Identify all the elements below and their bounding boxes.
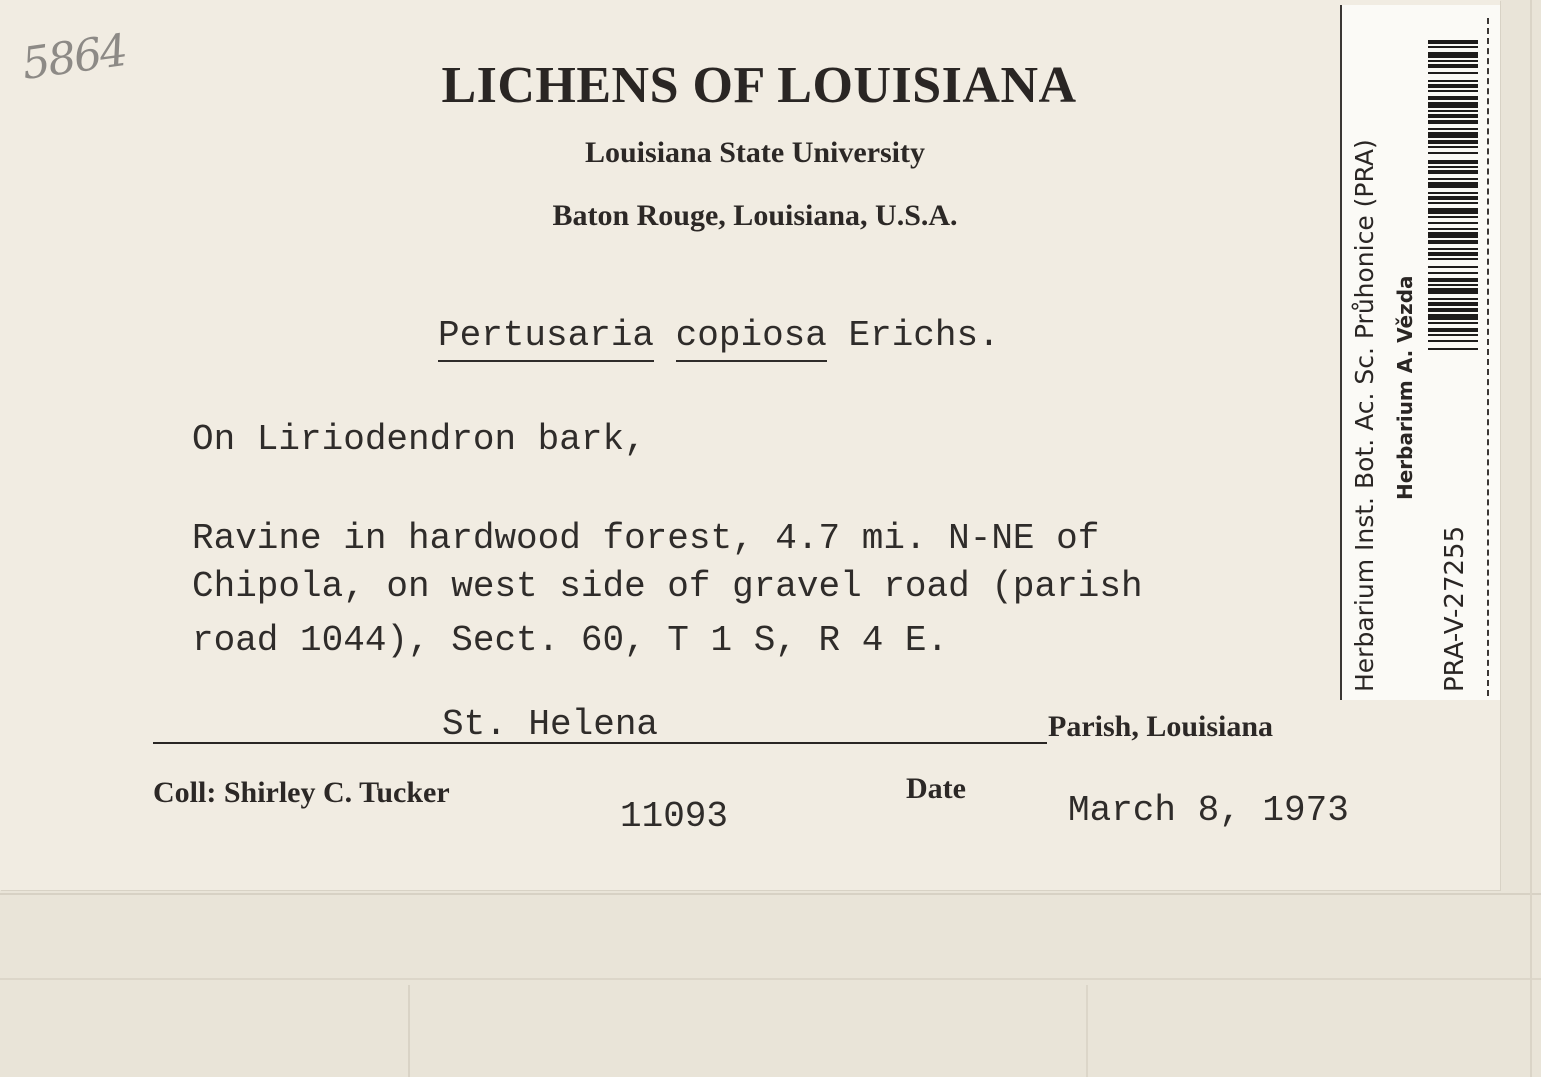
substrate-text: On Liriodendron bark, — [192, 419, 646, 460]
sheet-fold — [1086, 985, 1088, 1077]
parish-underline — [153, 742, 1047, 744]
collection-number: 11093 — [620, 796, 729, 837]
date-label: Date — [906, 772, 966, 805]
barcode-icon — [1428, 40, 1478, 428]
collection-date: March 8, 1973 — [1068, 790, 1349, 831]
epithet: copiosa — [676, 315, 827, 362]
locality-line: Chipola, on west side of gravel road (parish — [192, 566, 1143, 607]
sheet-fold — [0, 893, 1541, 895]
parish-label: Parish, Louisiana — [1048, 710, 1274, 743]
label-title: LICHENS OF LOUISIANA — [441, 57, 1077, 114]
sheet-fold — [1530, 0, 1532, 1077]
catalog-number: PRA-V-27255 — [1440, 525, 1470, 692]
collector-label: Coll: Shirley C. Tucker — [153, 776, 450, 809]
author: Erichs. — [848, 315, 1000, 356]
university-name: Louisiana State University — [584, 136, 926, 169]
herbarium-name: Herbarium A. Vězda — [1393, 275, 1417, 500]
handwritten-number: 5864 — [18, 25, 130, 90]
locality-line: Ravine in hardwood forest, 4.7 mi. N-NE of — [192, 518, 1100, 559]
university-location: Baton Rouge, Louisiana, U.S.A. — [552, 199, 958, 232]
sheet-fold — [0, 978, 1541, 980]
parish-value: St. Helena — [442, 704, 659, 745]
institution-name: Herbarium Inst. Bot. Ac. Sc. Průhonice (PRA) — [1350, 139, 1379, 692]
locality-line: road 1044), Sect. 60, T 1 S, R 4 E. — [192, 620, 949, 661]
species-name — [438, 315, 1000, 362]
sticker-dashed-edge — [1487, 18, 1489, 696]
genus: Pertusaria — [438, 315, 654, 362]
sheet-fold — [408, 985, 410, 1077]
